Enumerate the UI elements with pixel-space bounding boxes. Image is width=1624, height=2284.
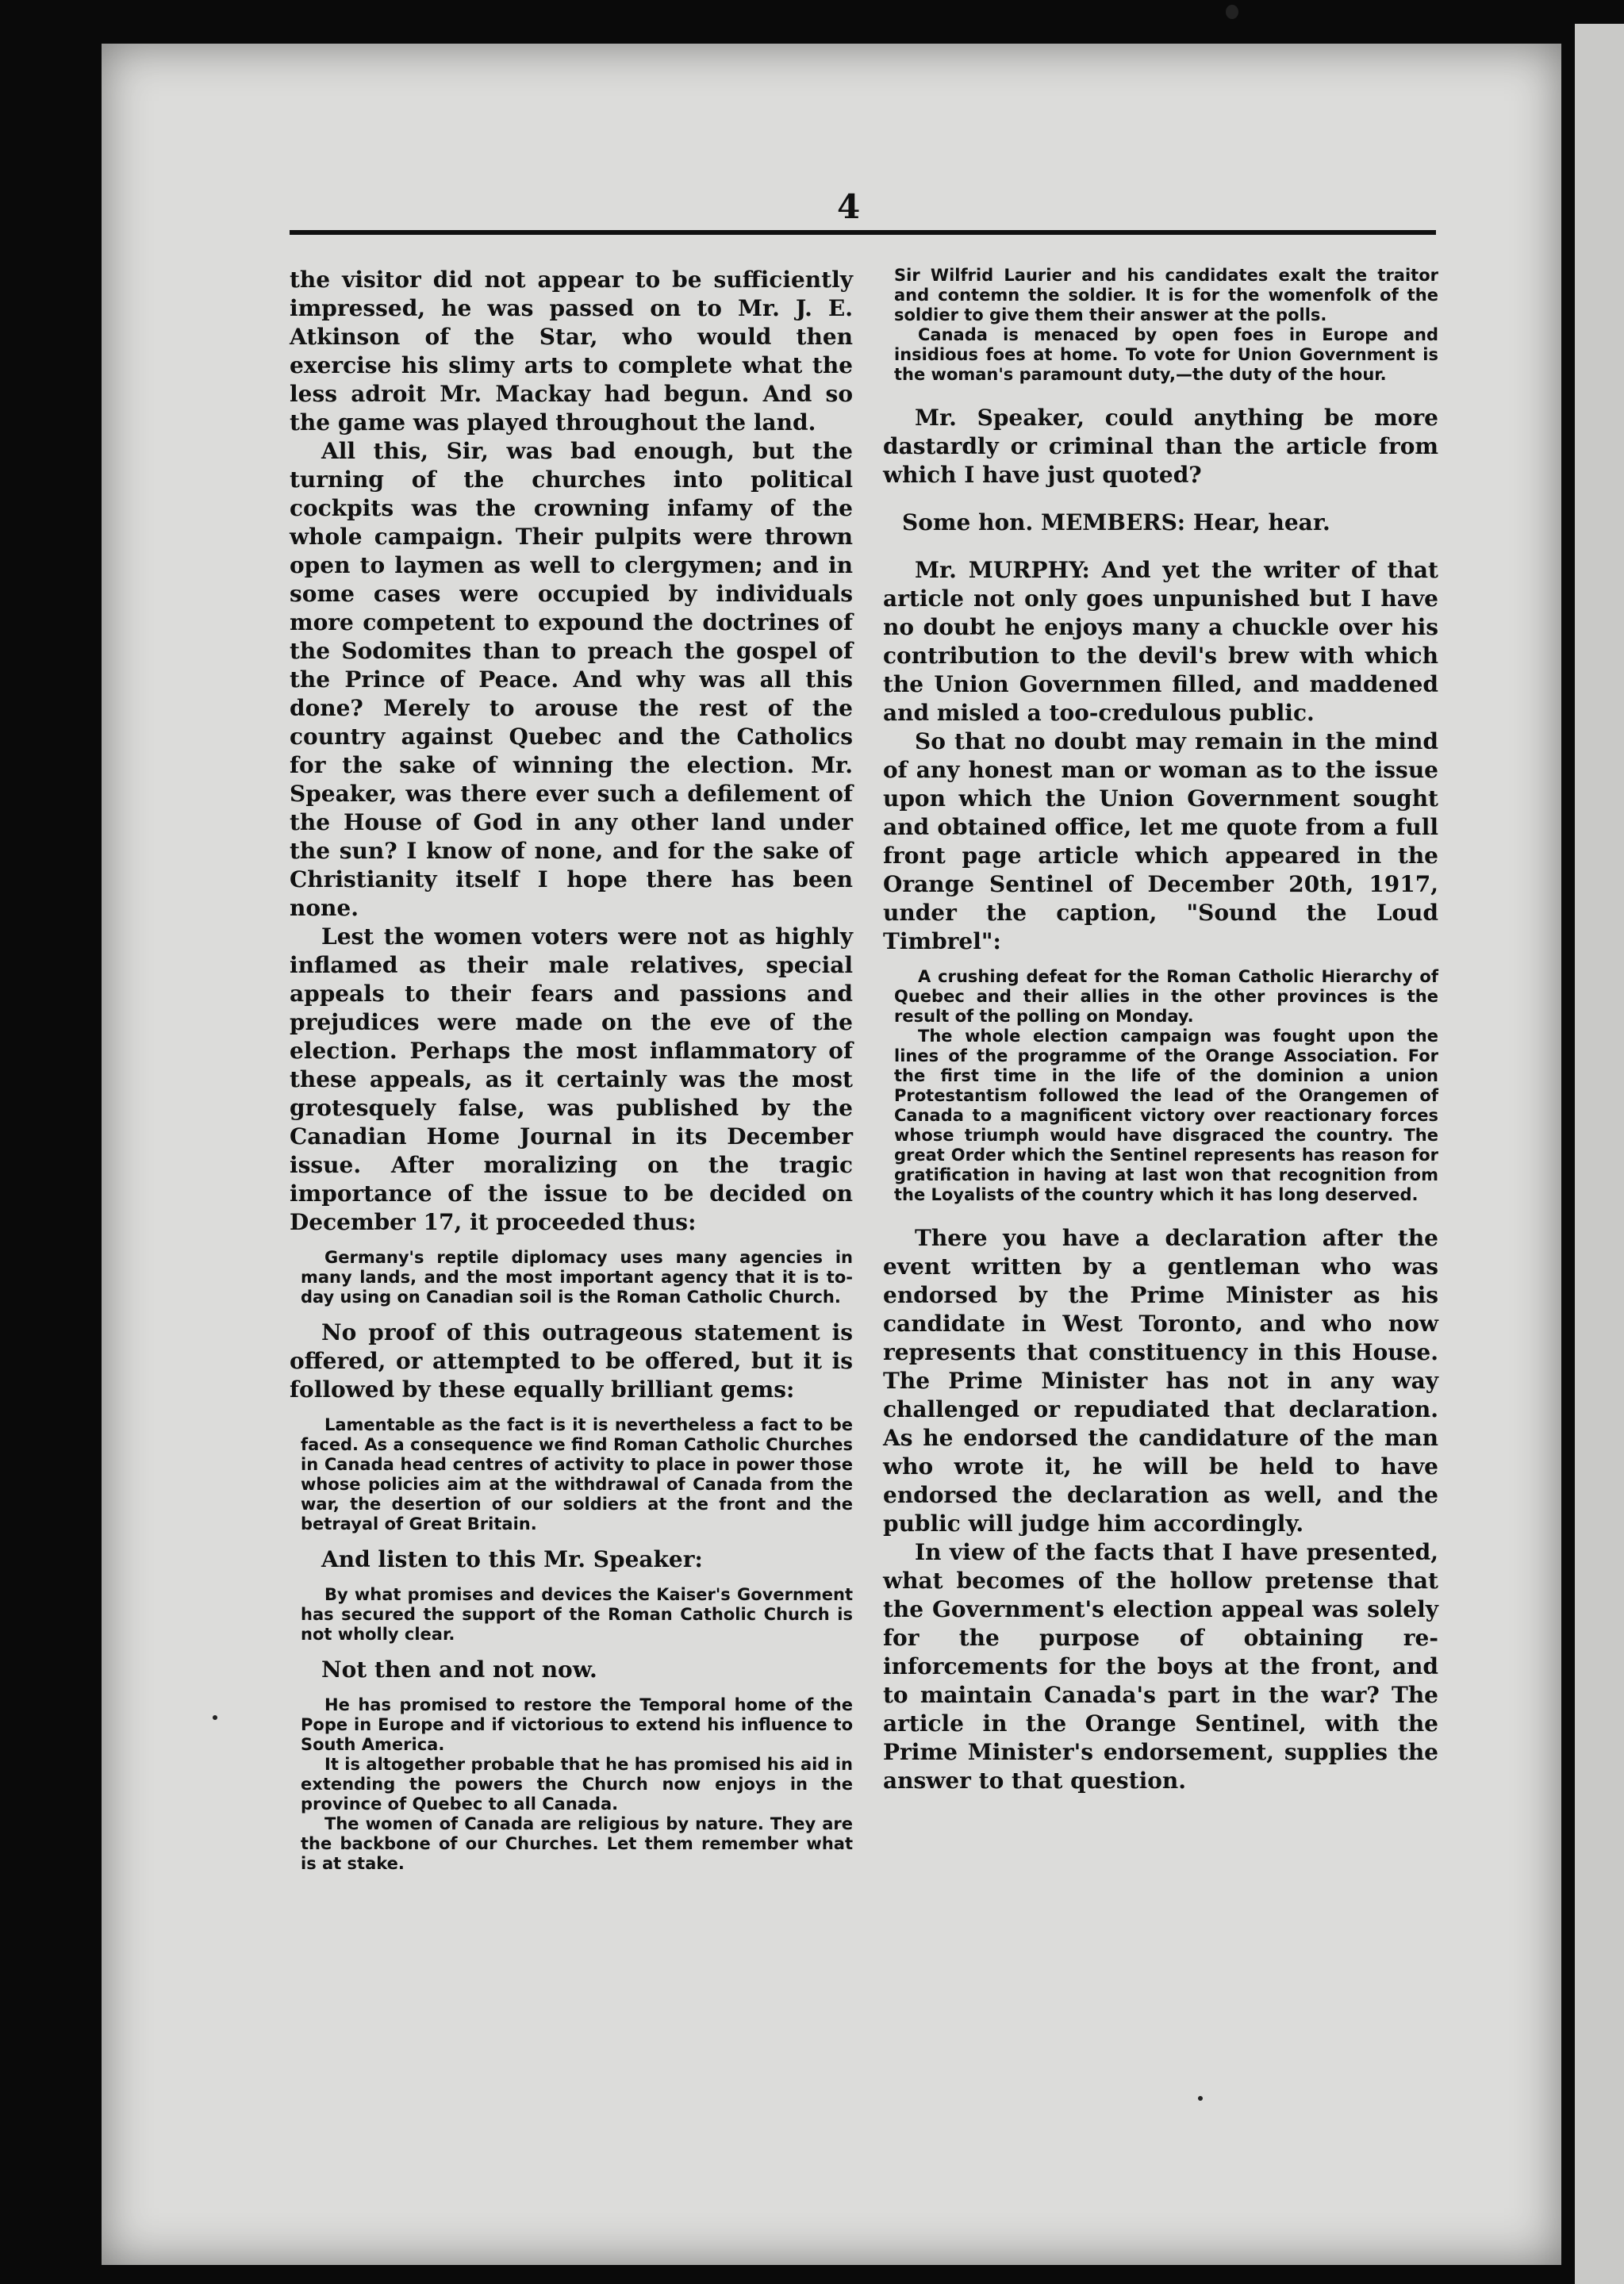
paragraph: All this, Sir, was bad enough, but the turning of the churches into political cockpits was the crowning infamy of the whole campaign. Their pulpits were thrown open to laymen as well to clergymen; and in some cases were occupied by individuals more competent to expound the doctrines of the Sodomites than to preach the gospel of the Prince of Peace. And why was all this done? Merely to arouse the rest of the country against Quebec and the Catholics for the sake of winning the election. Mr. Speaker, was there ever such a defilement of the House of God in any other land under the sun? I know of none, and for the sake of Christianity itself I hope there has been none. [290,438,853,921]
paragraph: the visitor did not appear to be sufficiently impressed, he was passed on to Mr. J. E. Atkinson of the Star, who would then exercise his slimy arts to complete what the less adroit Mr. Mackay had begun. And so the game was played throughout the land. [290,267,853,436]
paragraph: In view of the facts that I have presented, what becomes of the hollow pretense that the Government's election appeal was solely for the purpose of obtaining re-inforcements for the boys at the front, and to maintain Canada's part in the war? The article in the Orange Sentinel, with the Prime Minister's endorsement, supplies the answer to that question. [883,1539,1438,1794]
left-column [290,266,853,1874]
page-number: 4 [837,187,861,226]
paragraph: No proof of this outrageous statement is offered, or attempted to be offered, but it is followed by these equally brilliant gems: [290,1319,853,1403]
block-quote: Germany's reptile diplomacy uses many agencies in many lands, and the most important agency that it is to-day using on Canadian soil is the Roman Catholic Church. [301,1248,853,1307]
header-rule [290,230,1436,235]
block-quote: Lamentable as the fact is it is nevertheless a fact to be faced. As a consequence we find Roman Catholic Churches in Canada head centres of activity to place in power those whose policies aim at the withdrawal of Canada from the war, the desertion of our soldiers at the front and the betrayal of Great Britain. [301,1415,853,1534]
paragraph: Lest the women voters were not as highly inflamed as their male relatives, special appeals to their fears and passions and prejudices were made on the eve of the election. Perhaps the most inflammatory of these appeals, as it certainly was the most grotesquely false, was published by the Canadian Home Journal in its December issue. After moralizing on the tragic importance of the issue to be decided on December 17, it proceeded thus: [290,923,853,1235]
adjacent-page-edge [1575,24,1624,2284]
paragraph: There you have a declaration after the event written by a gentleman who was endorsed by the Prime Minister as his candidate in West Toronto, and who now represents that constituency in this House. The Prime Minister has not in any way challenged or repudiated that declaration. As he endorsed the candidature of the man who wrote it, he will be held to have endorsed the declaration as well, and the public will judge him accordingly. [883,1225,1438,1537]
scan-speck [213,1715,217,1720]
right-column [883,266,1438,1795]
scan-speck [1226,5,1238,19]
interjection: Some hon. MEMBERS: Hear, hear. [902,509,1330,535]
block-quote: The women of Canada are religious by nature. They are the backbone of our Churches. Let them remember what is at stake. [301,1814,853,1873]
paragraph: So that no doubt may remain in the mind of any honest man or woman as to the issue upon which the Union Government sought and obtained office, let me quote from a full front page article which appeared in the Orange Sentinel of December 20th, 1917, under the caption, "Sound the Loud Timbrel": [883,728,1438,954]
block-quote: He has promised to restore the Temporal home of the Pope in Europe and if victorious to extend his influence to South America. [301,1695,853,1754]
paragraph: And listen to this Mr. Speaker: [321,1546,703,1572]
paragraph: Not then and not now. [321,1656,597,1683]
block-quote: A crushing defeat for the Roman Catholic Hierarchy of Quebec and their allies in the other provinces is the result of the polling on Monday. [894,967,1438,1026]
block-quote: The whole election campaign was fought upon the lines of the programme of the Orange Association. For the first time in the life of the dominion a union Protestantism followed the lead of the Orangemen of Canada to a magnificent victory over reactionary forces whose triumph would have disgraced the country. The great Order which the Sentinel represents has reason for gratification in having at last won that recognition from the Loyalists of the country which it has long deserved. [894,1027,1438,1204]
block-quote: By what promises and devices the Kaiser's Government has secured the support of the Roman Catholic Church is not wholly clear. [301,1585,853,1644]
block-quote: Canada is menaced by open foes in Europe and insidious foes at home. To vote for Union Government is the woman's paramount duty,—the duty of the hour. [894,325,1438,384]
block-quote: Sir Wilfrid Laurier and his candidates exalt the traitor and contemn the soldier. It is for the womenfolk of the soldier to give them their answer at the polls. [894,266,1438,324]
paragraph: Mr. MURPHY: And yet the writer of that article not only goes unpunished but I have no doubt he enjoys many a chuckle over his contribution to the devil's brew with which the Union Governmen filled, and maddened and misled a too-credulous public. [883,557,1438,726]
block-quote: It is altogether probable that he has promised his aid in extending the powers the Church now enjoys in the province of Quebec to all Canada. [301,1755,853,1814]
scan-speck [1198,2096,1203,2101]
paragraph: Mr. Speaker, could anything be more dastardly or criminal than the article from which I have just quoted? [883,405,1438,488]
